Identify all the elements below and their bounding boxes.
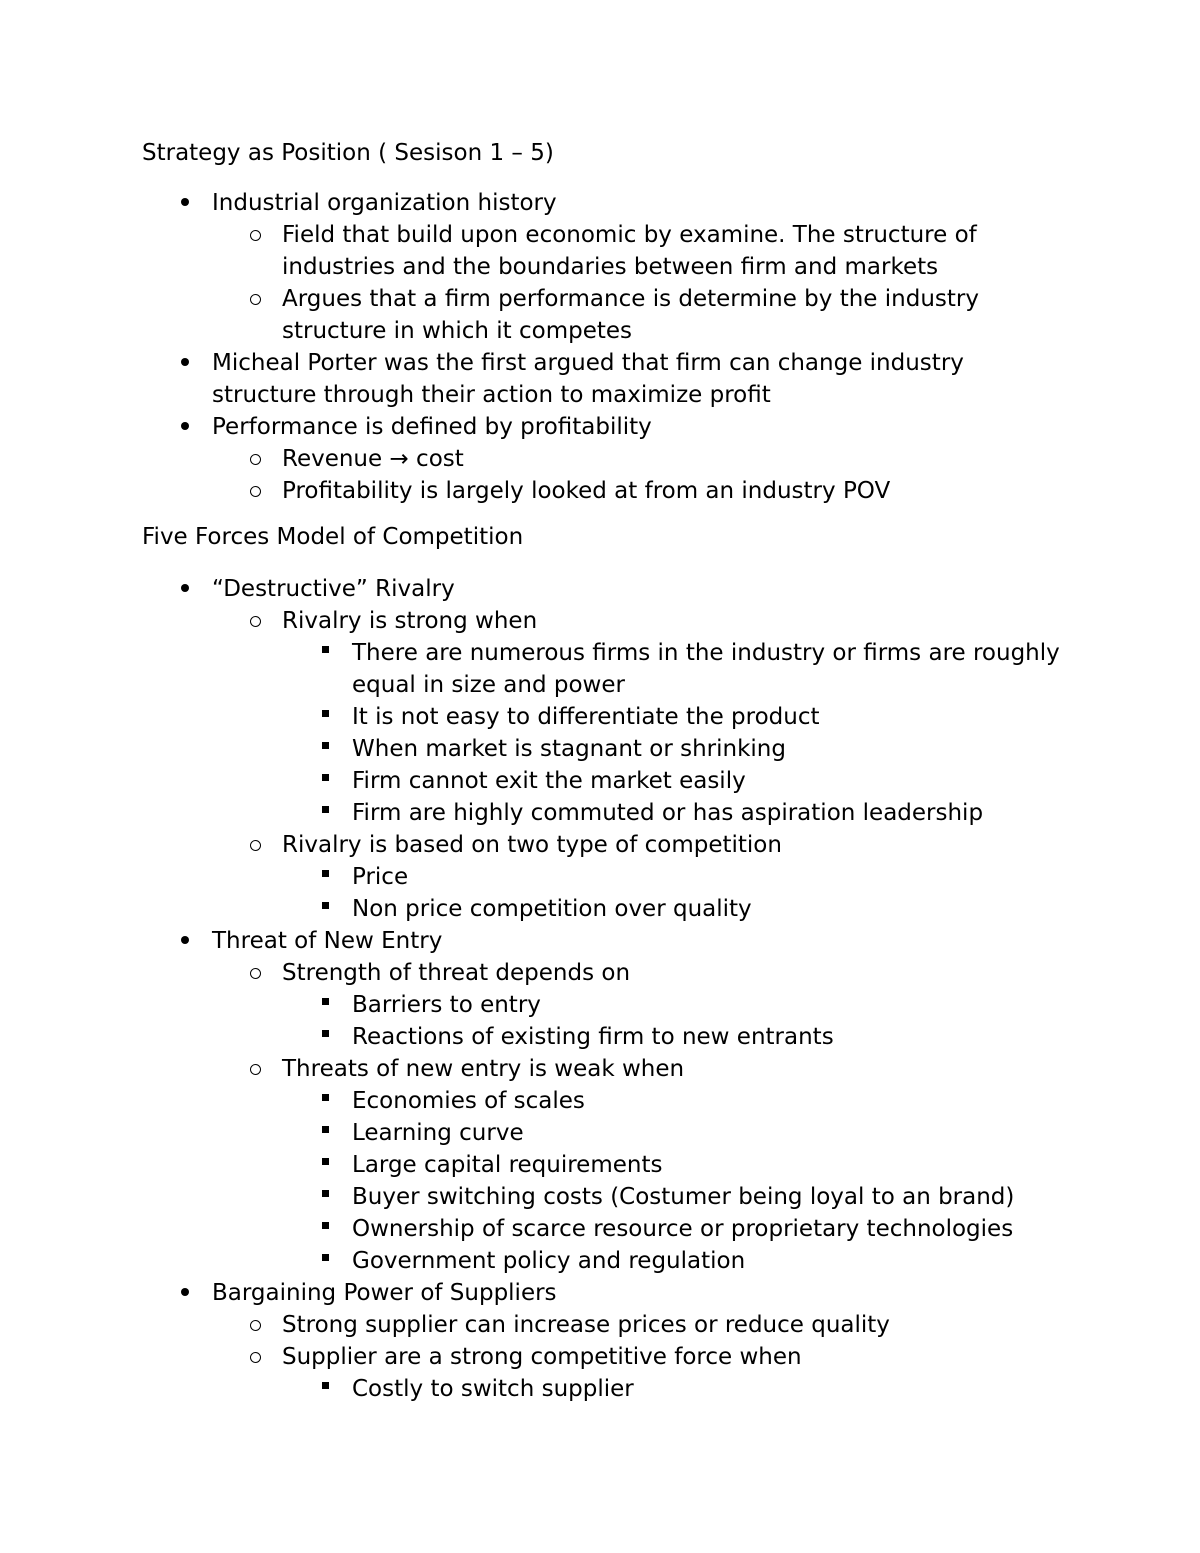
bullet-square-icon — [310, 1245, 340, 1277]
bullet-circle-icon — [240, 957, 270, 989]
bullet-square-icon — [310, 797, 340, 829]
list-item-text: Industrial organization history — [212, 190, 557, 216]
list-item-level-3 — [282, 989, 1062, 1021]
bullet-circle-icon — [240, 443, 270, 475]
list-item-level-1 — [142, 347, 1062, 411]
nested-list — [212, 219, 1062, 347]
list-item-level-3 — [282, 893, 1062, 925]
list-item-text: There are numerous firms in the industry or firms are roughly equal in size and power — [352, 640, 1060, 698]
list-item-level-2 — [212, 1309, 1062, 1341]
list-item-level-3 — [282, 861, 1062, 893]
list-item-level-3 — [282, 1213, 1062, 1245]
list-item-level-3 — [282, 733, 1062, 765]
bullet-square-icon — [310, 733, 340, 765]
nested-list — [212, 605, 1062, 925]
nested-list — [282, 989, 1062, 1053]
bullet-circle-icon — [240, 283, 270, 315]
section-heading-five-forces: Five Forces Model of Competition — [142, 524, 524, 550]
list-item-text: Reactions of existing firm to new entrants — [352, 1024, 834, 1050]
list-item-text: Bargaining Power of Suppliers — [212, 1280, 557, 1306]
bullet-dot-icon — [170, 1277, 200, 1309]
list-item-level-2 — [212, 829, 1062, 925]
list-item-level-1 — [142, 925, 1062, 1277]
list-item-level-3 — [282, 1181, 1062, 1213]
list-item-text: Performance is defined by profitability — [212, 414, 652, 440]
list-item-text: Micheal Porter was the first argued that firm can change industry structure through their action to maximize profit — [212, 350, 964, 408]
list-item-level-2 — [212, 1053, 1062, 1277]
list-item-text: Price — [352, 864, 409, 890]
list-item-text: Firm are highly commuted or has aspiration leadership — [352, 800, 984, 826]
list-item-text: Revenue → cost — [282, 446, 464, 472]
list-item-text: Ownership of scarce resource or proprietary technologies — [352, 1216, 1014, 1242]
list-item-text: Profitability is largely looked at from an industry POV — [282, 478, 891, 504]
list-item-text: Large capital requirements — [352, 1152, 663, 1178]
bullet-square-icon — [310, 861, 340, 893]
list-item-level-2 — [212, 443, 1062, 475]
bullet-circle-icon — [240, 1053, 270, 1085]
bullet-square-icon — [310, 701, 340, 733]
list-item-text: Rivalry is strong when — [282, 608, 538, 634]
bullet-circle-icon — [240, 1309, 270, 1341]
list-item-level-1 — [142, 187, 1062, 347]
list-item-level-1 — [142, 411, 1062, 507]
nested-list — [212, 1309, 1062, 1405]
bullet-square-icon — [310, 1117, 340, 1149]
bullet-dot-icon — [170, 573, 200, 605]
list-item-text: Non price competition over quality — [352, 896, 752, 922]
bullet-circle-icon — [240, 605, 270, 637]
list-item-text: “Destructive” Rivalry — [212, 576, 455, 602]
bullet-square-icon — [310, 893, 340, 925]
list-item-level-2 — [212, 283, 1062, 347]
nested-list — [282, 1085, 1062, 1277]
list-item-text: Strength of threat depends on — [282, 960, 631, 986]
list-item-text: Costly to switch supplier — [352, 1376, 634, 1402]
list-item-level-3 — [282, 1149, 1062, 1181]
bullet-circle-icon — [240, 475, 270, 507]
list-item-level-3 — [282, 765, 1062, 797]
list-item-level-3 — [282, 701, 1062, 733]
list-item-level-3 — [282, 637, 1062, 701]
list-item-text: Barriers to entry — [352, 992, 541, 1018]
list-item-text: Learning curve — [352, 1120, 524, 1146]
bullet-square-icon — [310, 1085, 340, 1117]
bullet-circle-icon — [240, 219, 270, 251]
list-item-level-2 — [212, 1341, 1062, 1405]
bullet-square-icon — [310, 1021, 340, 1053]
bullet-dot-icon — [170, 411, 200, 443]
list-item-text: Field that build upon economic by examine. The structure of industries and the boundaries between firm and markets — [282, 222, 977, 280]
list-item-text: Rivalry is based on two type of competition — [282, 832, 782, 858]
list-item-level-2 — [212, 957, 1062, 1053]
list-item-text: Economies of scales — [352, 1088, 585, 1114]
nested-list — [212, 443, 1062, 507]
list-item-text: Threats of new entry is weak when — [282, 1056, 685, 1082]
list-item-text: Argues that a firm performance is determine by the industry structure in which it competes — [282, 286, 979, 344]
nested-list — [212, 957, 1062, 1277]
bullet-circle-icon — [240, 1341, 270, 1373]
list-item-text: It is not easy to differentiate the product — [352, 704, 820, 730]
list-item-level-2 — [212, 475, 1062, 507]
list-item-text: Threat of New Entry — [212, 928, 443, 954]
list-item-text: When market is stagnant or shrinking — [352, 736, 786, 762]
list-item-level-3 — [282, 1117, 1062, 1149]
section-heading-strategy: Strategy as Position ( Sesison 1 – 5) — [142, 140, 554, 166]
nested-list — [282, 861, 1062, 925]
list-item-level-3 — [282, 1245, 1062, 1277]
bullet-square-icon — [310, 637, 340, 669]
list-item-text: Strong supplier can increase prices or reduce quality — [282, 1312, 890, 1338]
bullet-square-icon — [310, 1373, 340, 1405]
list-item-text: Government policy and regulation — [352, 1248, 746, 1274]
nested-list — [282, 1373, 1062, 1405]
list-item-level-3 — [282, 797, 1062, 829]
bullet-dot-icon — [170, 347, 200, 379]
list-item-text: Supplier are a strong competitive force when — [282, 1344, 802, 1370]
list-item-level-1 — [142, 1277, 1062, 1405]
list-item-level-3 — [282, 1373, 1062, 1405]
bullet-circle-icon — [240, 829, 270, 861]
bullet-square-icon — [310, 989, 340, 1021]
list-item-level-2 — [212, 219, 1062, 283]
list-item-text: Buyer switching costs (Costumer being loyal to an brand) — [352, 1184, 1015, 1210]
five-forces-bullet-list — [142, 573, 1062, 1405]
bullet-square-icon — [310, 765, 340, 797]
list-item-level-1 — [142, 573, 1062, 925]
list-item-level-2 — [212, 605, 1062, 829]
bullet-dot-icon — [170, 187, 200, 219]
list-item-text: Firm cannot exit the market easily — [352, 768, 746, 794]
bullet-square-icon — [310, 1181, 340, 1213]
list-item-level-3 — [282, 1021, 1062, 1053]
bullet-square-icon — [310, 1149, 340, 1181]
strategy-bullet-list — [142, 187, 1062, 507]
nested-list — [282, 637, 1062, 829]
bullet-dot-icon — [170, 925, 200, 957]
bullet-square-icon — [310, 1213, 340, 1245]
list-item-level-3 — [282, 1085, 1062, 1117]
